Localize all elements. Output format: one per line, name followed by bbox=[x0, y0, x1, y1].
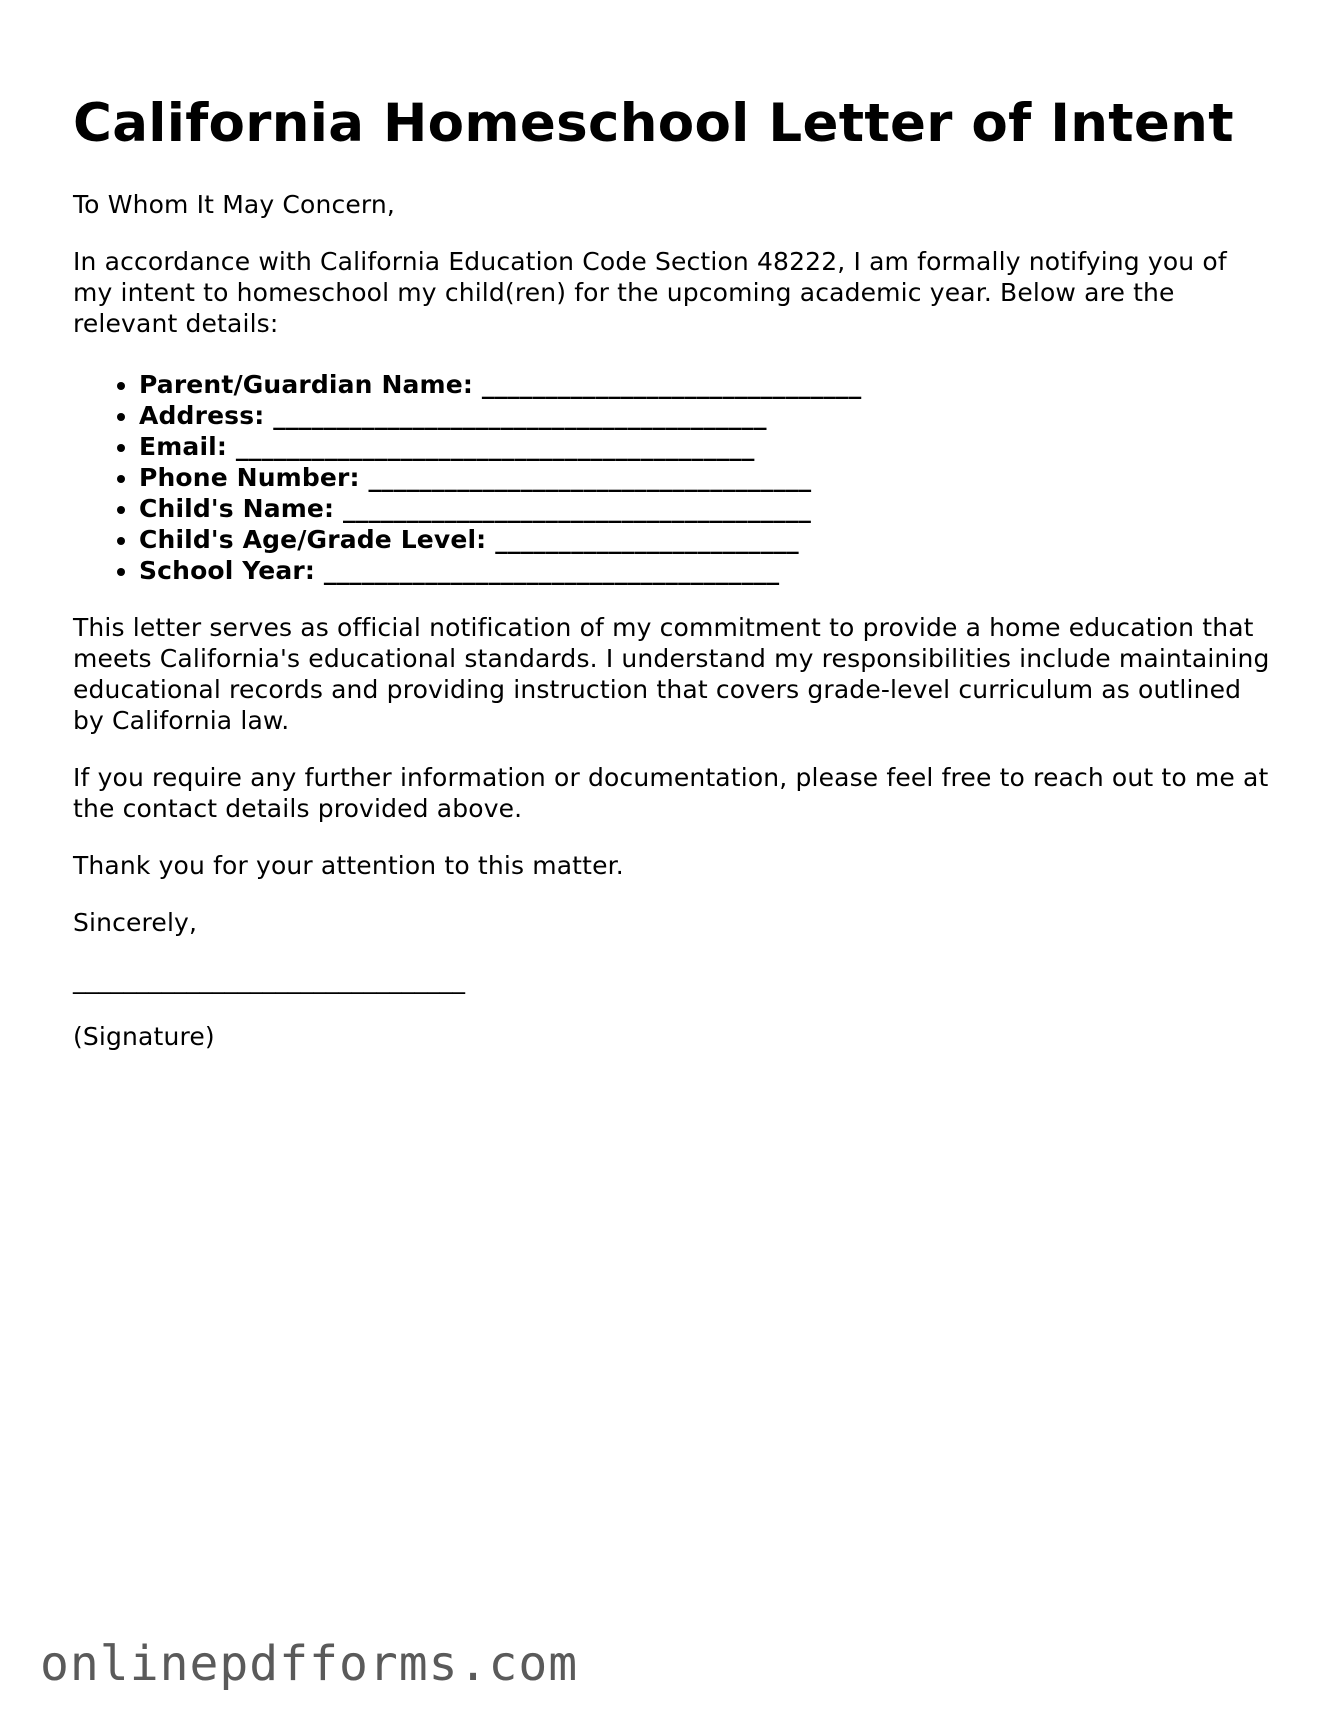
fill-blank: _____________________________________ bbox=[343, 494, 812, 523]
document-title: California Homeschool Letter of Intent bbox=[73, 93, 1234, 154]
thanks-line: Thank you for your attention to this matter. bbox=[73, 851, 624, 880]
signature-line: _______________________________ bbox=[73, 965, 466, 994]
list-item-child-name bbox=[139, 493, 1273, 524]
watermark: onlinepdfforms.com bbox=[40, 1636, 579, 1692]
list-item-address bbox=[139, 400, 1273, 431]
letter-document bbox=[73, 88, 1273, 1052]
fill-blank: ________________________ bbox=[495, 525, 799, 554]
list-item-phone bbox=[139, 462, 1273, 493]
field-label: Child's Age/Grade Level: bbox=[139, 525, 487, 554]
field-label: Parent/Guardian Name: bbox=[139, 370, 473, 399]
commitment-paragraph: This letter serves as official notification of my commitment to provide a home education that meets California's educational standards. I understand my responsibilities include maintaining educational records and providing instruction that covers grade-level curriculum as outlined by California law. bbox=[73, 613, 1270, 735]
fill-blank: ____________________________________ bbox=[323, 556, 780, 585]
fill-blank: ______________________________ bbox=[481, 370, 862, 399]
closing-line: Sincerely, bbox=[73, 908, 198, 937]
list-item-parent-name bbox=[139, 369, 1273, 400]
signature-label: (Signature) bbox=[73, 1022, 215, 1051]
field-label: Email: bbox=[139, 432, 228, 461]
list-item-school-year bbox=[139, 555, 1273, 586]
greeting: To Whom It May Concern, bbox=[73, 190, 395, 219]
fill-blank: _________________________________________ bbox=[235, 432, 755, 461]
fill-blank: ___________________________________ bbox=[368, 463, 812, 492]
field-label: Child's Name: bbox=[139, 494, 335, 523]
list-item-child-age-grade bbox=[139, 524, 1273, 555]
field-label: Phone Number: bbox=[139, 463, 360, 492]
fill-blank: _______________________________________ bbox=[273, 401, 767, 430]
intro-paragraph: In accordance with California Education Code Section 48222, I am formally notifying you of my intent to homeschool my child(ren) for the upcoming academic year. Below are the relevant details: bbox=[73, 247, 1227, 338]
field-label: School Year: bbox=[139, 556, 316, 585]
list-item-email bbox=[139, 431, 1273, 462]
contact-paragraph: If you require any further information or documentation, please feel free to reach out to me at the contact details provided above. bbox=[73, 763, 1269, 823]
details-list bbox=[73, 369, 1273, 586]
field-label: Address: bbox=[139, 401, 265, 430]
